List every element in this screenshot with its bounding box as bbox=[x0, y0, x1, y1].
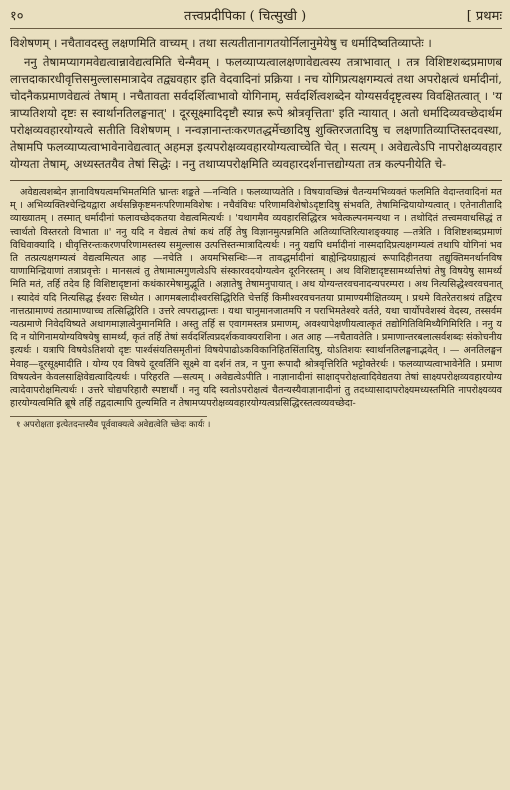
commentary bbox=[10, 186, 502, 410]
running-title: तत्त्वप्रदीपिका ( चित्सुखी ) bbox=[184, 9, 307, 24]
section-divider bbox=[10, 180, 502, 181]
commentary-paragraph: अवेद्यत्वशब्देन ज्ञानाविषयत्वमभिमतमिति भ्रान्तः शङ्कते —नन्विति । फलव्याप्यतेति । विषयावच्छिन्नं चैतन्यमभिव्यक्तं फलमिति वेदान्तवादिनां मतम् । अभिव्यक्तिश्चेन्द्रियद्वारा अर्थसन्निकृष्टमनःपरिणामविशेषः । नचैवंविधः परिणामविशेषोऽदृष्टादिषु संभवति, तेषामिन्द्रियायोग्यत्वात् । एतेनातीतादि व्याख्यातम् । तस्मात् धर्मादीनां फलावच्छेदकतया वेद्यत्वमित्यर्थः । 'यथागमैव व्यवहारसिद्धिरत्र भवेत्कल्पनमन्यथा न । तथोदितं तत्त्वमवाधसिद्धं तत्त्वार्थतो विस्तरतो विभाता ॥' ननु यदि न वेद्यत्वं तेषां कथं तर्हि तेषु विज्ञानमुत्पन्नमिति अतिव्याप्तिरित्याशङ्क्याह —तत्रेति । विशिष्टशब्दप्रमाणं विधिवाक्यादि । धीवृत्तिरन्तःकरणपरिणामस्तस्य समुल्लास उत्पत्तिस्तन्मात्रादित्यर्थः । ननु यद्यपि धर्मादीनां नास्मदादिप्रत्यक्षगम्यत्वं तथापि योगिनां भवति तत्प्रत्यक्षगम्यत्वं वेद्यत्वमित्यत आह —नचेति । अयमभिसन्धिः—न तावद्धर्मादीनां बाह्येन्द्रियग्राह्यत्वं रूपादिहीनतया तद्युक्तिमनर्थानविषयाणामिन्द्रियाणां तत्राप्रवृत्तेः । मानसत्वं तु तेषामात्मगुणत्वेऽपि संस्कारवदयोग्यत्वेन दूरनिरस्तम् । अथ विशिष्टादृष्टसामर्थ्यात्तेषां तेषु विषयेषु सामर्थ्यमिति मतं, तर्हि तदेव हि विशिष्टादृष्टानां कथंकारमेषामुद्भूति । अज्ञातेषु तेषामनुपायात् । अथ योग्यन्तरवचनादन्यपरम्परा । अथ नित्यसिद्धेश्वरवचनात् । स्यादेवं यदि नित्यसिद्ध ईश्वरः सिध्येत । आगमबलादीश्वरसिद्धिरिति चेत्तर्हि किमीश्वरवचनतया प्रामाण्यमीक्षितव्यम् । प्रथमे वितरेतराश्रयं तद्विरचनात्तत्प्रामाण्यं तत्प्रामाण्याच्च तत्सिद्धिरिति । उत्तरे त्वपराद्धान्तः । यथा चानुमानजातमपि न पराभिमतेश्वरे वर्तते, यथा चार्योपवेशस्वं वेदस्य, तस्सर्वमन्यत्प्रमाणे निवेदयिष्यते अथागमाज्ञात्वेनुमानमिति । अस्तु तर्हि स एवागमस्तत्र प्रमाणम्, अवश्यापेक्षणीयत्वात्कृतं तद्योगितिविमिथ्यैगिमिरिति । ननु यदि न योगिनामयोग्यविषयेषु सामर्थ्यं, कृतं तर्हि तेषां सर्वदर्शित्वप्रदर्शकवाक्यराशिना । अत आह —नचैतावतेति । प्रमाणान्तरबलात्सर्वशब्दः संकोचनीय इत्यर्थः । यत्रापि विषयेऽतिशयो दृष्टः पार्श्वसंयतिसमृतीनां विषयेपाढोऽकविकानिहितसिंतादिषु, योऽतिशयः स्वार्थानतिलङ्घनाद्भवेत् । — अनतिलङ्घनमेवाह—दूरसूक्ष्मादीति । योग्य एव विषये दूरवर्तिनि सूक्ष्मे वा दर्शनं तत्र, न पुना रूपादौ श्रोत्रवृत्तिरिति भट्टोक्तेरर्थः । फलव्याप्यत्वाभावेनेति । प्रमाणविषयत्वेन केवलसाक्षिवेद्यत्वादित्यर्थः । परिहरति —सत्यम् । अवेद्यत्वेऽपीति । नाज्ञानादीनां साक्षाद्परोक्षत्वादिवेद्यतया तेषां साक्ष्यपरोक्षव्यवहारयोग्यत्वादेवापरोक्षमित्यर्थः । उत्तरे चोद्यपरिहारौ स्पष्टार्थौ । ननु यदि स्वतोऽपरोक्षत्वं चैतन्यस्यैवाज्ञानादीनां तु तदध्यासादापरोक्ष्यमध्यस्तमिति नापरोक्ष्यव्यवहारयोग्यत्वमिति ब्रूषे तर्हि तद्वदात्मापि तुल्यमिति न तेषामप्यपरोक्षव्यवहारयोग्यत्वप्रसिद्धिरस्तत्वव्यवच्छेदा- bbox=[10, 187, 502, 410]
running-header bbox=[10, 6, 502, 29]
main-paragraph: ननु तेषामप्यागमवेद्यत्वान्नावेद्यत्वमिति चेन्मैवम् । फलव्याप्यत्वालक्षणावेद्यत्वस्य तत्राभावात् । तत्र विशिष्टशब्दप्रमाणबलात्तदाकारधीवृत्तिसमुल्लासमात्रादेव तद्व्यवहार इति वेदवादिनां प्रक्रिया । नच योगिप्रत्यक्षगम्यत्वं तथा अपरोक्षत्वं धर्मादीनां, चोदनैकप्रमाणवेद्यत्वं तेषाम् । नचैतावता सर्वदर्शित्वाभावो योगिनाम्, सर्वदर्शित्वशब्देन योग्यसर्वदृष्टृत्वस्य विवक्षितत्वात् । 'यत्राप्यतिशयो दृष्टः स स्वार्थानतिलङ्घनात्' । दूरसूक्ष्मादिदृष्टौ स्यान्न रूपे श्रोत्रवृत्तिता' इति न्यायात् । अतो धर्मादिव्यवच्छेदार्थमपरोक्षव्यवहारयोग्यत्वे सतीति विशेषणम् । नन्वज्ञानान्तःकरणतद्धर्मेच्छादिषु शुक्तिरजतादिषु च लक्षणातिव्याप्तिस्तदवस्था, तेषामपि फलव्याप्यत्वाभावेनावेद्यत्वात् अहमज्ञ इत्यपरोक्षव्यवहारयोग्यत्वाच्चेति चेत् । सत्यम् । अवेद्यत्वेऽपि नापरोक्षव्यवहारयोग्यता तेषाम्, अध्यस्ततयैव तेषां सिद्धेः । ननु तथाप्यपरोक्षमिति व्यवहारदर्शनात्तद्योग्यता तत्र कल्पनीयेति चे- bbox=[10, 55, 502, 171]
main-paragraph: विशेषणम् । नचैतावदस्तु लक्षणमिति वाच्यम् । तथा सत्यतीतानागतयोर्निलानुमेयेषु च धर्मादिष्वतिव्याप्तेः । bbox=[10, 36, 432, 50]
page-number: १० bbox=[10, 9, 24, 24]
footnote-divider bbox=[10, 416, 207, 417]
footnote: १ अपरोक्षता इत्येतदन्तस्यैव पूर्ववाक्यत्वे अवेद्यत्वेति च्छेदः कार्यः । bbox=[16, 420, 211, 431]
main-text bbox=[10, 35, 502, 173]
section-label: [ प्रथमः bbox=[466, 9, 502, 24]
